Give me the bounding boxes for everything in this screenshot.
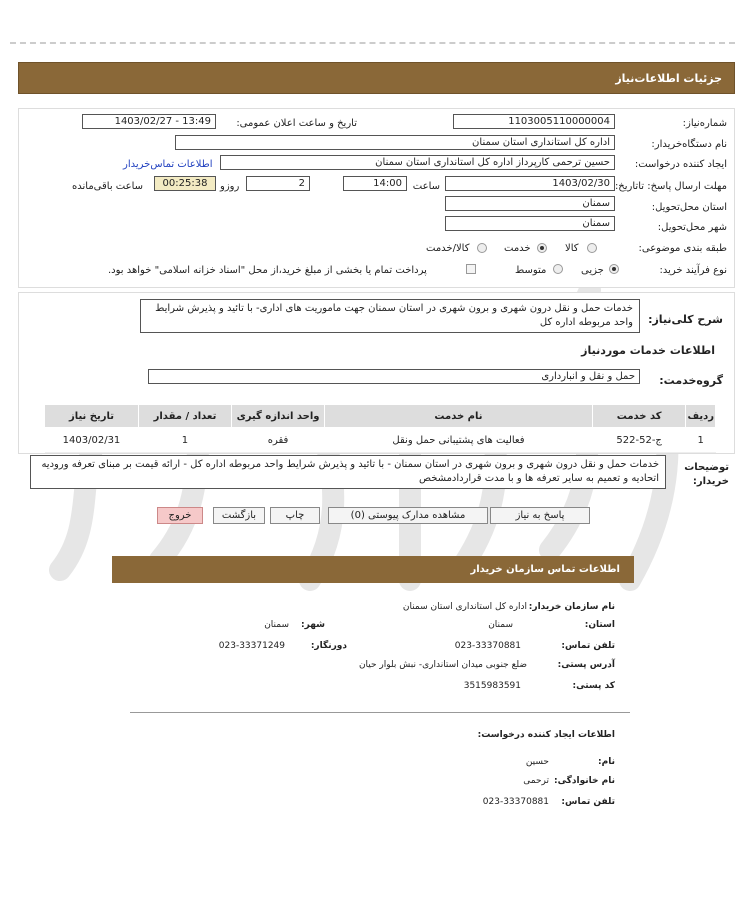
process-radio-medium[interactable] bbox=[553, 264, 563, 274]
col-date-header: تاریخ نیاز bbox=[45, 405, 139, 428]
page-header bbox=[18, 62, 735, 94]
phone-value: 023-33370881 bbox=[454, 641, 521, 651]
fax-label: دورنگار: bbox=[310, 641, 347, 651]
announce-field: 1403/02/27 - 13:49 bbox=[82, 114, 216, 129]
contact-divider bbox=[130, 712, 630, 713]
creator-info-title: اطلاعات ایجاد کننده درخواست: bbox=[477, 730, 615, 740]
cell-name: فعالیت های پشتیبانی حمل ونقل bbox=[325, 428, 593, 453]
contact-title: اطلاعات تماس سازمان خریدار bbox=[470, 564, 620, 575]
category-radio-both[interactable] bbox=[477, 243, 487, 253]
category-option-both: کالا/خدمت bbox=[426, 243, 470, 254]
creator-phone-label: تلفن تماس: bbox=[561, 797, 615, 807]
contact-header bbox=[112, 556, 634, 583]
col-name-header: نام خدمت bbox=[325, 405, 593, 428]
days-label: روزو bbox=[220, 181, 240, 192]
contact-city-label: شهر: bbox=[301, 620, 325, 630]
city-field: سمنان bbox=[445, 216, 615, 231]
creator-field: حسین ترحمی کارپرداز اداره کل استانداری استان سمنان bbox=[220, 155, 615, 170]
summary-text: خدمات حمل و نقل درون شهری و برون شهری در استان سمنان جهت ماموریت های اداری- با تائید و پذیرش شرایط واحد مربوطه اداره کل bbox=[140, 299, 640, 333]
name-label: نام: bbox=[598, 757, 615, 767]
print-button[interactable]: چاپ bbox=[270, 507, 320, 524]
province-field: سمنان bbox=[445, 196, 615, 211]
buyer-label: نام دستگاه‌خریدار: bbox=[651, 139, 727, 150]
summary-label: شرح کلی‌نیاز: bbox=[648, 313, 723, 326]
days-field: 2 bbox=[246, 176, 310, 191]
service-group-field: حمل و نقل و انبارداری bbox=[148, 369, 640, 384]
postal-value: 3515983591 bbox=[463, 681, 521, 691]
category-option-service: خدمت bbox=[504, 243, 531, 254]
page-title: جزئیات اطلاعات‌نیاز bbox=[615, 72, 722, 85]
category-label: طبقه بندی موضوعی: bbox=[638, 243, 727, 254]
buyer-contact-link[interactable]: اطلاعات تماس‌خریدار bbox=[123, 159, 213, 170]
org-label: نام سازمان خریدار: bbox=[528, 602, 615, 612]
postal-label: کد پستی: bbox=[572, 681, 615, 691]
fax-value: 023-33371249 bbox=[218, 641, 285, 651]
creator-label: ایجاد کننده درخواست: bbox=[634, 159, 727, 170]
deadline-label: مهلت ارسال پاسخ: تاتاریخ: bbox=[614, 181, 727, 192]
creator-phone-value: 023-33370881 bbox=[482, 797, 549, 807]
reply-button[interactable]: پاسخ به نیاز bbox=[490, 507, 590, 524]
deadline-time-field: 14:00 bbox=[343, 176, 407, 191]
col-code-header: کد خدمت bbox=[592, 405, 686, 428]
process-radio-minor[interactable] bbox=[609, 264, 619, 274]
contact-city-value: سمنان bbox=[264, 620, 289, 630]
services-title: اطلاعات خدمات موردنیاز bbox=[581, 344, 715, 357]
buyer-notes-text: خدمات حمل و نقل درون شهری و برون شهری در استان سمنان - با تائید و پذیرش شرایط واحد مربوطه اداره کل - ارائه قیمت بر مبنای تعرفه ورودیه اتحادیه و تعمیم به سایر تعرفه ها و با مدت قراردادمشخص bbox=[30, 455, 666, 489]
cell-row: 1 bbox=[686, 428, 716, 453]
exit-button[interactable]: خروج bbox=[157, 507, 203, 524]
category-radio-goods[interactable] bbox=[587, 243, 597, 253]
need-number-label: شماره‌نیاز: bbox=[682, 118, 727, 129]
process-option-medium: متوسط bbox=[515, 265, 547, 276]
buyer-notes-label: توضیحات خریدار: bbox=[684, 462, 729, 487]
family-value: ترحمی bbox=[523, 776, 549, 786]
treasury-payment-note: پرداخت تمام یا بخشی از مبلغ خرید،از محل "اسناد خزانه اسلامی" خواهد بود. bbox=[108, 265, 427, 276]
deadline-date-field: 1403/02/30 bbox=[445, 176, 615, 191]
contact-province-value: سمنان bbox=[488, 620, 513, 630]
service-group-label: گروه‌خدمت: bbox=[659, 374, 723, 387]
contact-province-label: استان: bbox=[584, 620, 615, 630]
table-header-row bbox=[45, 405, 716, 428]
city-label: شهر محل‌تحویل: bbox=[657, 222, 727, 233]
col-unit-header: واحد اندازه گیری bbox=[232, 405, 325, 428]
services-table bbox=[44, 404, 716, 453]
remaining-label: ساعت باقی‌مانده bbox=[72, 181, 144, 192]
address-value: ضلع جنوبی میدان استانداری- نبش بلوار حیان bbox=[358, 660, 527, 670]
category-option-goods: کالا bbox=[565, 243, 579, 254]
phone-label: تلفن تماس: bbox=[561, 641, 615, 651]
announce-label: تاریخ و ساعت اعلان عمومی: bbox=[236, 118, 357, 129]
deadline-time-label: ساعت bbox=[412, 181, 440, 192]
org-value: اداره کل استانداری استان سمنان bbox=[402, 602, 527, 612]
name-value: حسین bbox=[525, 757, 549, 767]
back-button[interactable]: بازگشت bbox=[213, 507, 265, 524]
col-qty-header: تعداد / مقدار bbox=[138, 405, 231, 428]
need-number-field: 1103005110000004 bbox=[453, 114, 615, 129]
cell-date: 1403/02/31 bbox=[45, 428, 139, 453]
process-option-minor: جزیی bbox=[581, 265, 604, 276]
top-divider bbox=[10, 42, 735, 44]
remaining-time-field: 00:25:38 bbox=[154, 176, 216, 191]
family-label: نام خانوادگی: bbox=[553, 776, 615, 786]
attachments-button[interactable]: مشاهده مدارک پیوستی (0) bbox=[328, 507, 488, 524]
cell-code: ج-52-522 bbox=[592, 428, 686, 453]
cell-unit: فقره bbox=[232, 428, 325, 453]
col-row-header: ردیف bbox=[686, 405, 716, 428]
cell-qty: 1 bbox=[138, 428, 231, 453]
buyer-field: اداره کل استانداری استان سمنان bbox=[175, 135, 615, 150]
address-label: آدرس پستی: bbox=[557, 660, 615, 670]
process-label: نوع فرآیند خرید: bbox=[659, 265, 727, 276]
category-radio-service[interactable] bbox=[537, 243, 547, 253]
treasury-payment-checkbox[interactable] bbox=[466, 264, 476, 274]
table-row bbox=[45, 428, 716, 453]
province-label: استان محل‌تحویل: bbox=[651, 202, 727, 213]
